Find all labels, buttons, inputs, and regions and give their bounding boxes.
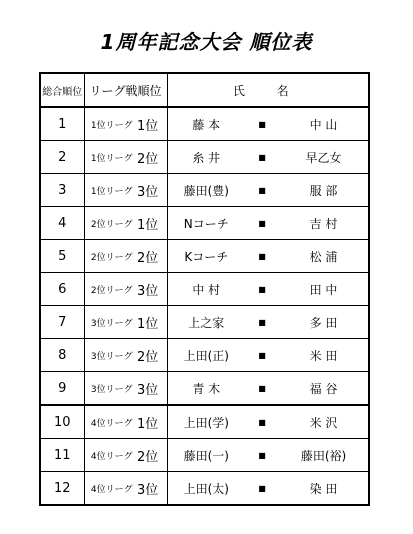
player-b-cell: 米 沢 — [279, 405, 369, 439]
player-b-cell: 福 谷 — [279, 372, 369, 406]
league-name-cell: 1位リーグ — [84, 141, 137, 174]
league-position-cell: 3位 — [137, 273, 167, 306]
overall-rank-cell: 3 — [40, 174, 84, 207]
table-row — [40, 472, 369, 506]
table-row — [40, 439, 369, 472]
table-row — [40, 240, 369, 273]
league-position-cell: 2位 — [137, 339, 167, 372]
league-position-cell: 1位 — [137, 306, 167, 339]
league-name-cell: 2位リーグ — [84, 207, 137, 240]
header-names: 氏 名 — [167, 73, 369, 107]
pair-separator-icon: ■ — [245, 439, 279, 472]
header-league-rank: リーグ戦順位 — [84, 73, 167, 107]
overall-rank-cell: 1 — [40, 107, 84, 141]
league-name-cell: 3位リーグ — [84, 339, 137, 372]
overall-rank-cell: 11 — [40, 439, 84, 472]
player-a-cell: Kコーチ — [167, 240, 245, 273]
pair-separator-icon: ■ — [245, 339, 279, 372]
table-row — [40, 273, 369, 306]
league-position-cell: 2位 — [137, 141, 167, 174]
player-a-cell: 上田(太) — [167, 472, 245, 506]
pair-separator-icon: ■ — [245, 174, 279, 207]
league-name-cell: 4位リーグ — [84, 439, 137, 472]
league-position-cell: 1位 — [137, 405, 167, 439]
player-a-cell: 青 木 — [167, 372, 245, 406]
overall-rank-cell: 12 — [40, 472, 84, 506]
league-name-cell: 4位リーグ — [84, 405, 137, 439]
player-a-cell: 藤田(一) — [167, 439, 245, 472]
table-body — [40, 107, 369, 505]
pair-separator-icon: ■ — [245, 306, 279, 339]
table-row — [40, 339, 369, 372]
overall-rank-cell: 4 — [40, 207, 84, 240]
league-name-cell: 1位リーグ — [84, 174, 137, 207]
table-row — [40, 141, 369, 174]
overall-rank-cell: 7 — [40, 306, 84, 339]
player-b-cell: 服 部 — [279, 174, 369, 207]
overall-rank-cell: 10 — [40, 405, 84, 439]
player-b-cell: 吉 村 — [279, 207, 369, 240]
table-header-row — [40, 73, 369, 107]
player-a-cell: 上田(正) — [167, 339, 245, 372]
pair-separator-icon: ■ — [245, 141, 279, 174]
table-row — [40, 405, 369, 439]
player-a-cell: 中 村 — [167, 273, 245, 306]
player-a-cell: 糸 井 — [167, 141, 245, 174]
overall-rank-cell: 8 — [40, 339, 84, 372]
player-a-cell: Nコーチ — [167, 207, 245, 240]
league-position-cell: 1位 — [137, 107, 167, 141]
pair-separator-icon: ■ — [245, 273, 279, 306]
player-b-cell: 染 田 — [279, 472, 369, 506]
league-name-cell: 1位リーグ — [84, 107, 137, 141]
pair-separator-icon: ■ — [245, 472, 279, 506]
league-position-cell: 3位 — [137, 372, 167, 406]
player-a-cell: 藤 本 — [167, 107, 245, 141]
overall-rank-cell: 2 — [40, 141, 84, 174]
page-title: 1周年記念大会 順位表 — [100, 30, 313, 54]
pair-separator-icon: ■ — [245, 207, 279, 240]
league-position-cell: 3位 — [137, 472, 167, 506]
pair-separator-icon: ■ — [245, 372, 279, 406]
header-overall-rank: 総合順位 — [40, 73, 84, 107]
player-b-cell: 米 田 — [279, 339, 369, 372]
league-position-cell: 2位 — [137, 439, 167, 472]
player-a-cell: 上之家 — [167, 306, 245, 339]
player-a-cell: 藤田(豊) — [167, 174, 245, 207]
player-b-cell: 多 田 — [279, 306, 369, 339]
table-row — [40, 174, 369, 207]
standings-table — [39, 72, 370, 506]
pair-separator-icon: ■ — [245, 107, 279, 141]
pair-separator-icon: ■ — [245, 240, 279, 273]
overall-rank-cell: 5 — [40, 240, 84, 273]
player-b-cell: 早乙女 — [279, 141, 369, 174]
league-name-cell: 2位リーグ — [84, 273, 137, 306]
table-row — [40, 372, 369, 406]
player-b-cell: 松 浦 — [279, 240, 369, 273]
league-position-cell: 1位 — [137, 207, 167, 240]
league-name-cell: 2位リーグ — [84, 240, 137, 273]
league-position-cell: 2位 — [137, 240, 167, 273]
player-b-cell: 中 山 — [279, 107, 369, 141]
player-b-cell: 藤田(裕) — [279, 439, 369, 472]
league-name-cell: 3位リーグ — [84, 306, 137, 339]
table-row — [40, 107, 369, 141]
table-row — [40, 306, 369, 339]
player-b-cell: 田 中 — [279, 273, 369, 306]
league-name-cell: 4位リーグ — [84, 472, 137, 506]
league-position-cell: 3位 — [137, 174, 167, 207]
overall-rank-cell: 6 — [40, 273, 84, 306]
table-row — [40, 207, 369, 240]
pair-separator-icon: ■ — [245, 405, 279, 439]
player-a-cell: 上田(学) — [167, 405, 245, 439]
overall-rank-cell: 9 — [40, 372, 84, 406]
league-name-cell: 3位リーグ — [84, 372, 137, 406]
